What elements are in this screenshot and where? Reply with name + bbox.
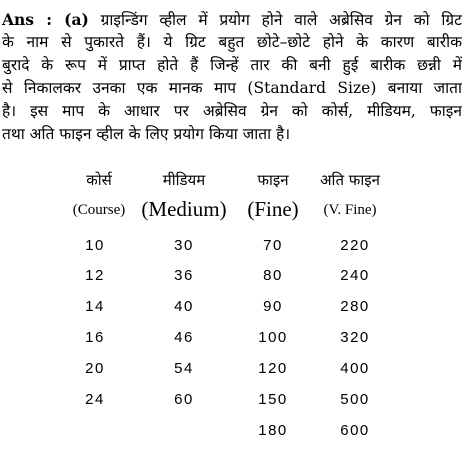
table-cell: 500: [340, 391, 370, 408]
answer-label: Ans : (a): [2, 10, 89, 29]
table-cell: 100: [258, 329, 288, 346]
table-cell: 150: [258, 391, 288, 408]
table-cell: 46: [174, 329, 194, 346]
table-cell: 40: [174, 298, 194, 315]
table-cell: 14: [85, 298, 105, 315]
paragraph-line-3: बुरादे के रूप में प्राप्त होते हैं जिन्हें तार की बनी हुई बारीक छन्नी में: [2, 56, 462, 74]
table-cell: 30: [174, 237, 194, 254]
table-cell: 120: [258, 360, 288, 377]
paragraph-line-2: के नाम से पुकारते हैं। ये ग्रिट बहुत छोटे–छोटे होने के कारण बारीक: [2, 33, 462, 51]
column-header-hindi-vfine: अति फाइन: [320, 171, 380, 189]
column-header-english-vfine: (V. Fine): [323, 202, 377, 218]
table-cell: 70: [263, 237, 283, 254]
column-header-hindi-fine: फाइन: [257, 171, 289, 189]
column-header-hindi-course: कोर्स: [86, 171, 112, 189]
table-cell: 600: [340, 422, 370, 439]
table-cell: 10: [85, 237, 105, 254]
paragraph-line-1-text: ग्राइन्डिंग व्हील में प्रयोग होने वाले अब्रेसिव ग्रेन को ग्रिट: [88, 11, 462, 29]
table-cell: 60: [174, 391, 194, 408]
column-header-english-medium: (Medium): [141, 197, 227, 221]
table-cell: 220: [340, 237, 370, 254]
table-cell: 280: [340, 298, 370, 315]
column-header-english-course: (Course): [72, 202, 126, 218]
table-cell: 240: [340, 267, 370, 284]
table-cell: 180: [258, 422, 288, 439]
table-cell: 54: [174, 360, 194, 377]
paragraph-line-5: है। इस माप के आधार पर अब्रेसिव ग्रेन को कोर्स, मीडियम, फाइन: [2, 102, 462, 120]
table-cell: 36: [174, 267, 194, 284]
answer-paragraph: [2, 8, 462, 146]
paragraph-line-4: से निकालकर उनका एक मानक माप (Standard Size) बनाया जाता: [2, 79, 462, 97]
paragraph-line-1: [2, 8, 462, 31]
paragraph-line-6: तथा अति फाइन व्हील के लिए प्रयोग किया जाता है।: [2, 125, 291, 143]
table-cell: 16: [85, 329, 105, 346]
table-cell: 90: [263, 298, 283, 315]
table-cell: 20: [85, 360, 105, 377]
column-header-hindi-medium: मीडियम: [162, 171, 206, 189]
table-cell: 12: [85, 267, 105, 284]
table-cell: 400: [340, 360, 370, 377]
table-cell: 80: [263, 267, 283, 284]
column-header-english-fine: (Fine): [247, 197, 299, 221]
table-cell: 24: [85, 391, 105, 408]
table-cell: 320: [340, 329, 370, 346]
